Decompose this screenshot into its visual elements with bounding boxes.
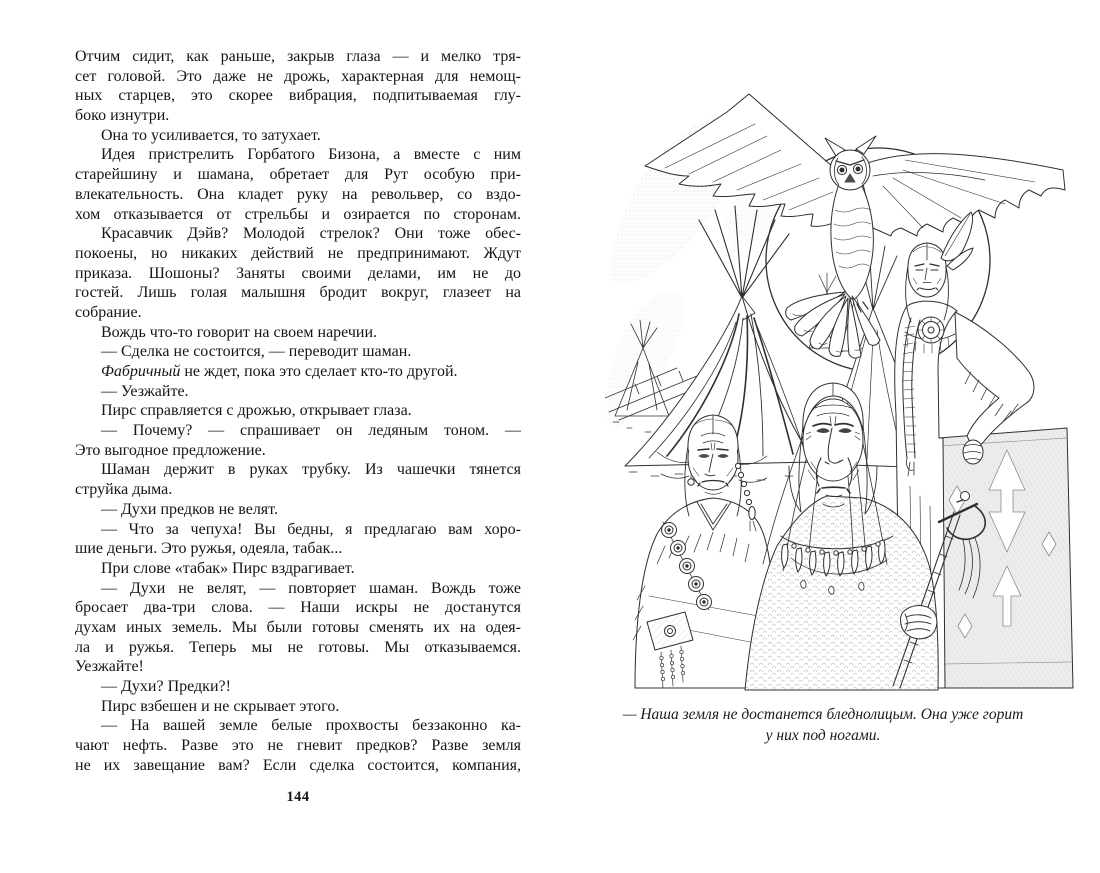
- text-line: собрание.: [75, 303, 142, 321]
- text-line: — Духи не велят, — повторяет шаман. Вождь тоже: [101, 579, 521, 597]
- text-line: Идея пристрелить Горбатого Бизона, а вместе с ним: [101, 146, 521, 164]
- text-line: Уезжайте!: [75, 658, 144, 676]
- text-line: — Что за чепуха! Вы бедны, я предлагаю вам хоро-: [101, 520, 521, 538]
- text-line: Красавчик Дэйв? Молодой стрелок? Они тоже обес-: [101, 225, 521, 243]
- text-line: влекательность. Она кладет руку на револьвер, со вздо-: [75, 185, 521, 203]
- text-line: шие деньги. Это ружья, одеяла, табак...: [75, 540, 343, 558]
- text-line: Фабричный не ждет, пока это сделает кто-то другой.: [101, 363, 458, 380]
- text-line: бросает два-три слова. — Наши искры не достанутся: [75, 599, 521, 617]
- text-line: ных старцев, это скорее вибрация, подпитываемая глу-: [75, 87, 521, 105]
- text-line: чают нефть. Разве это не гневит предков? Разве земля: [75, 737, 521, 755]
- page-number: 144: [286, 789, 310, 805]
- text-line: Пирс справляется с дрожью, открывает глаза.: [101, 402, 412, 420]
- text-line: сет головой. Это даже не дрожь, характерная для немощ-: [75, 67, 521, 85]
- text-line: приказа. Шошоны? Заняты своими делами, им не до: [75, 264, 521, 282]
- text-line: Отчим сидит, как раньше, закрыв глаза — и мелко тря-: [75, 48, 521, 65]
- caption-line-1: — Наша земля не достанется бледнолицым. Она уже горит: [622, 706, 1024, 723]
- text-line: духам иных земель. Мы были готовы сменять их на одея-: [75, 618, 521, 636]
- text-line: — На вашей земле белые прохвосты беззаконно ка-: [101, 717, 521, 735]
- text-line: Она то усиливается, то затухает.: [101, 126, 321, 144]
- italic-word: Фабричный: [101, 363, 181, 380]
- caption-line-2: у них под ногами.: [765, 727, 881, 744]
- text-line: — Уезжайте.: [101, 382, 189, 400]
- hand: [901, 605, 937, 638]
- body-text: [75, 47, 521, 775]
- text-line: — Духи? Предки?!: [101, 678, 231, 695]
- text-line: — Почему? — спрашивает он ледяным тоном. —: [101, 422, 521, 440]
- earring: [688, 479, 694, 485]
- text-line: струйка дыма.: [75, 481, 173, 499]
- text-line: — Сделка не состоится, — переводит шаман.: [101, 343, 412, 361]
- text-line: покоены, но никаких действий не предпринимают. Ждут: [75, 244, 521, 262]
- text-line: хом отказывается от стрельбы и озирается по сторонам.: [75, 205, 521, 223]
- text-line: гостей. Лишь голая малышня бродит вокруг, глазеет на: [75, 284, 521, 302]
- text-line: Вождь что-то говорит на своем наречии.: [101, 323, 378, 341]
- text-line: Пирс взбешен и не скрывает этого.: [101, 697, 340, 715]
- text-line: Это выгодное предложение.: [75, 441, 266, 459]
- text-line: боко изнутри.: [75, 107, 170, 125]
- book-illustration: [605, 66, 1075, 696]
- text-line: Шаман держит в руках трубку. Из чашечки тянется: [101, 461, 521, 479]
- text-line: — Духи предков не велят.: [101, 500, 278, 518]
- text-line: старейшину и шамана, обретает для Рут особую при-: [75, 166, 521, 184]
- owl-body: [831, 184, 873, 300]
- text-line: При слове «табак» Пирс вздрагивает.: [101, 559, 355, 577]
- head: [803, 399, 863, 481]
- text-line: ла и ружья. Теперь мы не готовы. Мы отказываемся.: [75, 638, 521, 656]
- arm: [955, 312, 1034, 446]
- owl-head: [830, 150, 870, 190]
- illustration-caption: [588, 704, 1058, 746]
- text-line: не их завещание вам? Если сделка состоится, компания,: [75, 756, 521, 774]
